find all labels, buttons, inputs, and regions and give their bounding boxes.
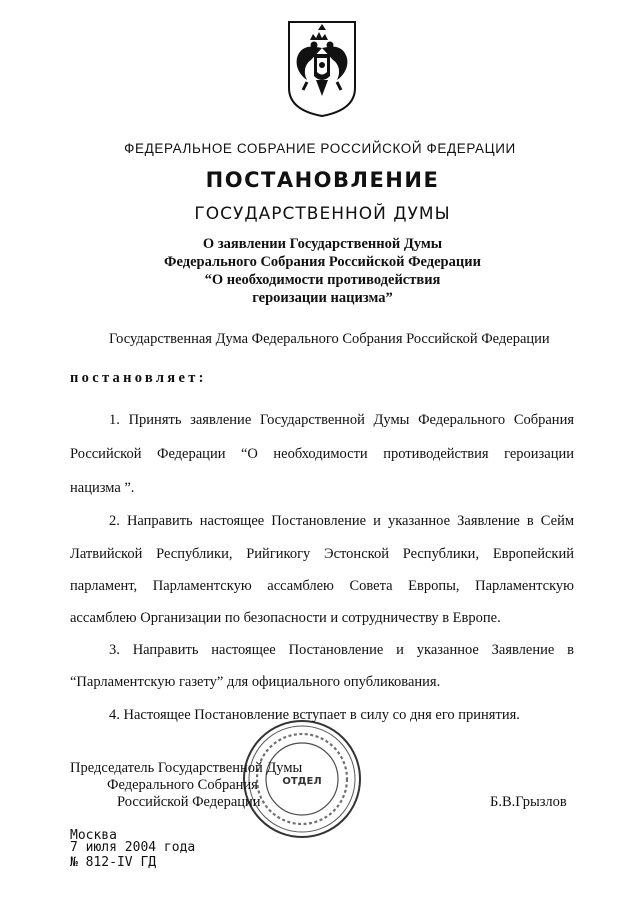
date-line: 7 июля 2004 года <box>70 840 196 855</box>
signatory-title-line: Федерального Собрания <box>107 777 258 793</box>
item-3-line: 3. Направить настоящее Постановление и указанное Заявление в <box>109 642 574 658</box>
item-4-line: 4. Настоящее Постановление вступает в силу со дня его принятия. <box>109 707 520 723</box>
issuer-subtitle: ГОСУДАРСТВЕННОЙ ДУМЫ <box>194 204 451 224</box>
item-2-line: Латвийской Республики, Рийгикогу Эстонской Республики, Европейский <box>70 546 574 562</box>
item-2-line: 2. Направить настоящее Постановление и указанное Заявление в Сейм <box>109 513 574 529</box>
intro-paragraph: Государственная Дума Федерального Собрания Российской Федерации <box>109 331 550 347</box>
document-subject <box>0 235 640 307</box>
item-1-line: 1. Принять заявление Государственной Думы Федерального Собрания <box>109 412 574 428</box>
coat-of-arms-emblem <box>283 18 361 118</box>
subject-line: “О необходимости противодействия <box>204 272 441 288</box>
signatory-name: Б.В.Грызлов <box>490 794 567 810</box>
resolves-heading: постановляет: <box>70 370 207 386</box>
item-1-line: Российской Федерации “О необходимости противодействия героизации <box>70 446 574 462</box>
subject-line: героизации нацизма” <box>252 290 393 306</box>
official-seal-stamp <box>241 718 363 840</box>
document-type-title: ПОСТАНОВЛЕНИЕ <box>205 168 440 192</box>
document-number: № 812-IV ГД <box>70 855 157 870</box>
item-2-line: парламент, Парламентскую ассамблею Совета Европы, Парламентскую <box>70 578 574 594</box>
seal-inner-text: ОТДЕЛ <box>282 776 322 787</box>
signatory-title-line: Российской Федерации <box>117 794 261 810</box>
item-3-line: “Парламентскую газету” для официального опубликования. <box>70 674 441 690</box>
item-2-line: ассамблею Организации по безопасности и сотрудничеству в Европе. <box>70 610 501 626</box>
signatory-title-line: Председатель Государственной Думы <box>70 760 303 776</box>
item-1-line: нацизма ”. <box>70 480 135 496</box>
organization-header: ФЕДЕРАЛЬНОЕ СОБРАНИЕ РОССИЙСКОЙ ФЕДЕРАЦИИ <box>124 141 516 156</box>
subject-line: О заявлении Государственной Думы <box>202 236 443 252</box>
subject-line: Федерального Собрания Российской Федерации <box>164 254 481 270</box>
city-line: Москва <box>70 828 117 843</box>
